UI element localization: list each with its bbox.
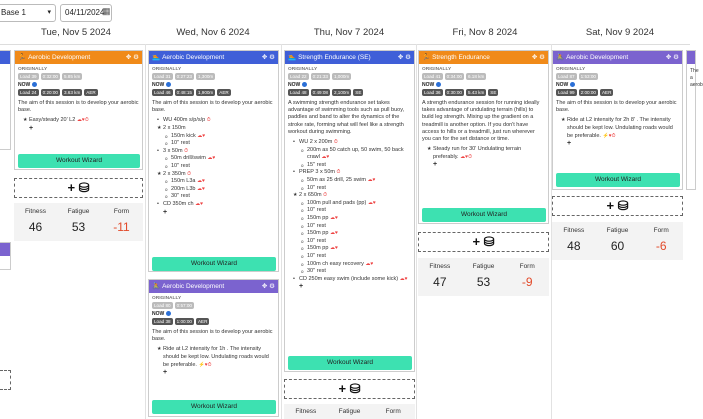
list-item: o 10'' rest [293,253,411,261]
card-header: 🏃 Aerobic Development ✥ ⚙ [15,51,142,64]
list-item: • CD 350m ch ☁♥ [157,201,275,209]
list-item: • 3 x 50m ⏱ [157,148,275,156]
header-divider [0,44,690,45]
list-item: ★ Steady run for 30' Undulating terrain preferably. ☁♥⏱ [427,146,545,161]
add-step-icon[interactable]: + [299,283,304,291]
list-item: o 15'' rest [293,162,411,170]
list-item: ★ 2 x 150m [157,125,275,133]
chevron-down-icon: ▾ [47,9,51,16]
card-actions-icon[interactable]: ✥ ⚙ [665,54,679,61]
stats-sat: Fitness 48 Fatigue 60 Form -6 [552,222,683,260]
run-icon: 🏃 [18,54,27,61]
date-input[interactable]: 04/11/2024 [60,4,112,22]
info-icon [166,311,171,316]
list-item: o 10'' rest [293,185,411,193]
run-icon: 🏃 [422,54,431,61]
info-icon [570,82,575,87]
list-item: • CD 250m easy swim (include some kick) ☁♥ [293,276,411,284]
workout-wizard-button[interactable]: Workout Wizard [152,400,276,414]
workout-card-tue[interactable]: 🏃 Aerobic Development ✥ ⚙ ORIGINALLY Load 39 0:32:00 5.85 km NOW Load 24 0:20:00 3.63 km AER The aim of this session is to develop your aerobic base. ★ Easy/steady 20' L2 ☁♥⏱ + Workout Wizard [14,50,143,170]
workout-card-partial[interactable]: The a aerob [686,50,696,190]
original-metrics: Load 39 0:32:00 5.85 km [20,74,81,79]
bike-icon: 🚴 [556,54,565,61]
card-actions-icon[interactable]: ✥ ⚙ [125,54,139,61]
list-item: o 150m pp ☁♥ [293,230,411,238]
column-divider [281,44,282,419]
add-workout-button[interactable]: + ⛁ [284,379,415,399]
info-icon [32,82,37,87]
list-item: o 150m pp ☁♥ [293,215,411,223]
calendar-icon[interactable]: ▦ [102,6,111,16]
list-item: ★ 2 x 650m ⏱ [293,192,411,200]
workout-card-thu[interactable]: 🏊 Strength Endurance (SE) ✥ ⚙ ORIGINALLY Load 22 0:21:33 1,000m NOW Load 48 0:49:08 2,100m SE A swimming strength endurance set takes advantage of swimming tools such as pull buoy, paddles and band to alter the dynamics of the stroke rate, forming what will feel like a strength workout during swimming. • WU 2 x 200m ⏱ o 200m as 50 catch up, 50 swim, 50 back crawl ☁♥ o 15'' rest • PREP 3 x 50m ⏱ o 50m as 25 drill, 25 swim ☁♥ o 10'' rest ★ 2 x 650m ⏱ o 100m pull and pads (pp) ☁♥ o 10'' rest o 150m pp ☁♥ o 10'' rest o 150m pp ☁♥ o 10'' rest o 150m pp ☁♥ o 10'' rest o 100m ch easy recovery ☁♥ o 30'' rest • CD 250m easy swim (include some kick) ☁♥ + Workout Wizard [284,50,415,372]
workout-steps [293,139,411,291]
column-divider [416,44,417,419]
list-item: o 30'' rest [293,268,411,276]
workout-wizard-button[interactable]: Workout Wizard [556,173,680,187]
workout-card-sat[interactable]: 🚴 Aerobic Development ✥ ⚙ ORIGINALLY Load 87 1:53:00 NOW Load 99 2:00:00 AER The aim of this session is to develop your aerobic base. ★ Ride at L2 intensity for 2h 8' . The intensity should be kept low. Undulating roads would be preferable. ⚡♥⏱ + Workout Wizard [552,50,683,190]
list-item: • WU 2 x 200m ⏱ [293,139,411,147]
workout-card-partial[interactable] [0,242,11,270]
list-item: o 10'' rest [157,140,275,148]
swim-icon: 🏊 [288,54,297,61]
day-header-thu: Thu, Nov 7 2024 [313,27,385,38]
add-workout-partial[interactable] [0,370,11,390]
day-header-fri: Fri, Nov 8 2024 [452,27,518,38]
stats-tue: Fitness 46 Fatigue 53 Form -11 [14,203,143,241]
swim-icon: 🏊 [152,54,161,61]
workout-steps [157,117,275,216]
workout-wizard-button[interactable]: Workout Wizard [152,257,276,271]
workout-wizard-button[interactable]: Workout Wizard [422,208,546,222]
list-item: o 150m pp ☁♥ [293,245,411,253]
list-item: ★ Ride at L2 intensity for 2h 8' . The intensity should be kept low. Undulating roads would be preferable. ⚡♥⏱ [561,117,679,140]
card-header: 🏊 Strength Endurance (SE) ✥ ⚙ [285,51,414,64]
list-item: o 50m drill/swim ☁♥ [157,155,275,163]
list-item: o 150m L3a ☁♥ [157,178,275,186]
stats-thu: Fitness Fatigue Form [284,404,415,419]
list-item: o 200m L3b ☁♥ [157,186,275,194]
list-item: o 30'' rest [157,193,275,201]
list-item: o 50m as 25 drill, 25 swim ☁♥ [293,177,411,185]
list-item: o 10'' rest [293,223,411,231]
list-item: o 100m ch easy recovery ☁♥ [293,261,411,269]
card-actions-icon[interactable]: ✥ ⚙ [261,283,275,290]
column-divider [145,44,146,419]
card-header: 🚴 Aerobic Development ✥ ⚙ [553,51,682,64]
add-step-icon[interactable]: + [567,140,572,148]
card-header: 🏊 Aerobic Development ✥ ⚙ [149,51,278,64]
list-item: o 10'' rest [157,163,275,171]
list-item: o 10'' rest [293,207,411,215]
list-item: • PREP 3 x 50m ⏱ [293,169,411,177]
card-actions-icon[interactable]: ✥ ⚙ [261,54,275,61]
workout-steps [23,117,139,132]
add-workout-button[interactable]: + ⛁ [552,196,683,216]
info-icon [302,82,307,87]
workout-card-wed-2[interactable]: 🚴 Aerobic Development ✥ ⚙ ORIGINALLY Load 80 0:57:00 NOW Load 38 1:00:00 AER The aim of this session is to develop your aerobic base. ★ Ride at L2 intensity for 1h . The intensity should be kept low. Undulating roads would be preferable. ⚡♥⏱ + Workout Wizard [148,279,279,417]
add-workout-button[interactable]: + ⛁ [14,178,143,198]
day-header-tue: Tue, Nov 5 2024 [41,27,111,38]
card-header: 🏃 Strength Endurance ✥ ⚙ [419,51,548,64]
add-step-icon[interactable]: + [433,161,438,169]
list-item: ★ 2 x 350m ⏱ [157,171,275,179]
card-actions-icon[interactable]: ✥ ⚙ [531,54,545,61]
workout-card-wed[interactable]: 🏊 Aerobic Development ✥ ⚙ ORIGINALLY Load 31 0:27:23 1,300m NOW Load 46 0:48:15 1,900m AER The aim of this session is to develop your aerobic base. • WU 400m s/p/s/p ⏱ ★ 2 x 150m o 150m kick ☁♥ o 10'' rest • 3 x 50m ⏱ o 50m drill/swim ☁♥ o 10'' rest ★ 2 x 350m ⏱ o 150m L3a ☁♥ o 200m L3b ☁♥ o 30'' rest • CD 350m ch ☁♥ + Workout Wizard [148,50,279,272]
list-item: ★ Ride at L2 intensity for 1h . The intensity should be kept low. Undulating roads would be preferable. ⚡♥⏱ [157,346,275,369]
stats-fri: Fitness 47 Fatigue 53 Form -9 [418,258,549,296]
add-workout-button[interactable]: + ⛁ [418,232,549,252]
list-item: o 200m as 50 catch up, 50 swim, 50 back crawl ☁♥ [293,147,411,162]
workout-wizard-button[interactable]: Workout Wizard [288,356,412,370]
day-header-sat: Sat, Nov 9 2024 [585,27,655,38]
add-step-icon[interactable]: + [163,369,168,377]
list-item: o 10'' rest [293,238,411,246]
add-step-icon[interactable]: + [163,208,168,216]
current-metrics: Load 24 0:20:00 3.63 km AER [20,90,96,95]
card-actions-icon[interactable]: ✥ ⚙ [397,54,411,61]
bike-icon: 🚴 [152,283,161,290]
workout-card-partial[interactable] [0,50,11,150]
workout-wizard-button[interactable]: Workout Wizard [18,154,140,168]
list-item: • WU 400m s/p/s/p ⏱ [157,117,275,125]
card-header: 🚴 Aerobic Development ✥ ⚙ [149,280,278,293]
list-item: ★ Easy/steady 20' L2 ☁♥⏱ [23,117,139,125]
list-item: o 150m kick ☁♥ [157,133,275,141]
base-select[interactable]: Base 1 ▾ [0,4,56,22]
info-icon [166,82,171,87]
workout-card-fri[interactable]: 🏃 Strength Endurance ✥ ⚙ ORIGINALLY Load 41 0:34:00 6.18 km NOW Load 36 0:30:00 5.43 km SE A strength endurance session for running ideally takes advantage of undulating terrain (hills) to build leg strength. Mixing up the gradient on a treadmill is another option. If you don't have access to hills or a treadmill, just run wherever you can for the set distance or time. ★ Steady run for 30' Undulating terrain preferably. ☁♥⏱ + Workout Wizard [418,50,549,224]
day-header-wed: Wed, Nov 6 2024 [176,27,250,38]
info-icon [436,82,441,87]
toolbar [0,0,690,26]
list-item: o 100m pull and pads (pp) ☁♥ [293,200,411,208]
add-step-icon[interactable]: + [29,125,34,132]
